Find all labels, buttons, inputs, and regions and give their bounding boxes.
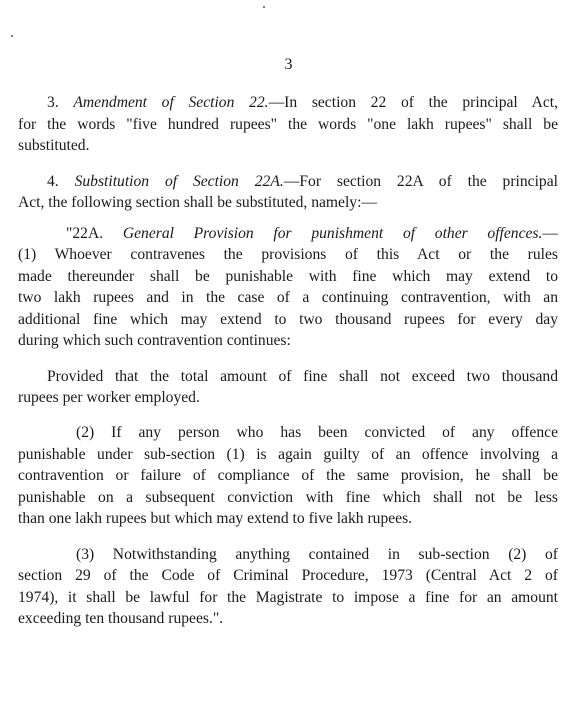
proviso-line-2: rupees per worker employed.: [18, 389, 200, 406]
section-4-line-1: [47, 173, 558, 191]
section-3-number: 3.: [47, 94, 59, 111]
sub-section-3-line-3: 1974), it shall be lawful for the Magistrate to impose a fine for an amount: [18, 589, 558, 606]
section-3-text: —In section 22 of the principal Act,: [268, 94, 558, 111]
section-4-heading: Substitution of Section 22A.: [74, 173, 284, 190]
sub-section-1-line-2: made thereunder shall be punishable with fine which may extend to: [18, 268, 558, 285]
sub-section-3-line-2: section 29 of the Code of Criminal Procedure, 1973 (Central Act 2 of: [18, 567, 558, 584]
sub-section-2-line-2: punishable under sub-section (1) is again guilty of an offence involving a: [18, 446, 558, 463]
section-4-line-2: Act, the following section shall be substituted, namely:—: [18, 194, 378, 211]
sub-section-2-line-4: punishable on a subsequent conviction with fine which shall not be less: [18, 489, 558, 506]
section-22a-title: General Provision for punishment of other offences.: [122, 225, 543, 242]
scan-speck: [263, 6, 265, 8]
proviso-line-1: Provided that the total amount of fine shall not exceed two thousand: [47, 368, 558, 385]
sub-section-1-line-3: two lakh rupees and in the case of a continuing contravention, with an: [18, 289, 558, 306]
sub-section-2-line-3: contravention or failure of compliance of the same provision, he shall be: [18, 467, 558, 484]
sub-section-1-line-5: during which such contravention continues:: [18, 332, 291, 349]
page-number: 3: [284, 56, 293, 73]
section-22a-heading: [66, 225, 558, 243]
sub-section-1-line-4: additional fine which may extend to two thousand rupees for every day: [18, 311, 558, 328]
section-3-line-3: substituted.: [18, 137, 90, 154]
section-3-heading: Amendment of Section 22.: [73, 94, 269, 111]
scan-speck: [11, 35, 13, 37]
section-3-line-2: for the words "five hundred rupees" the words "one lakh rupees" shall be: [18, 116, 558, 133]
sub-section-2-line-1: (2) If any person who has been convicted of any offence: [76, 424, 558, 441]
section-22a-number: "22A.: [66, 225, 104, 242]
section-3-line-1: [47, 94, 558, 112]
section-4-number: 4.: [47, 173, 59, 190]
sub-section-3-line-4: exceeding ten thousand rupees.".: [18, 610, 224, 627]
sub-section-2-line-5: than one lakh rupees but which may extend to five lakh rupees.: [18, 510, 413, 527]
sub-section-1-line-1: (1) Whoever contravenes the provisions of this Act or the rules: [18, 246, 558, 263]
section-4-text: —For section 22A of the principal: [283, 173, 558, 190]
section-22a-dash: —: [542, 225, 558, 242]
sub-section-3-line-1: (3) Notwithstanding anything contained in sub-section (2) of: [76, 546, 558, 563]
